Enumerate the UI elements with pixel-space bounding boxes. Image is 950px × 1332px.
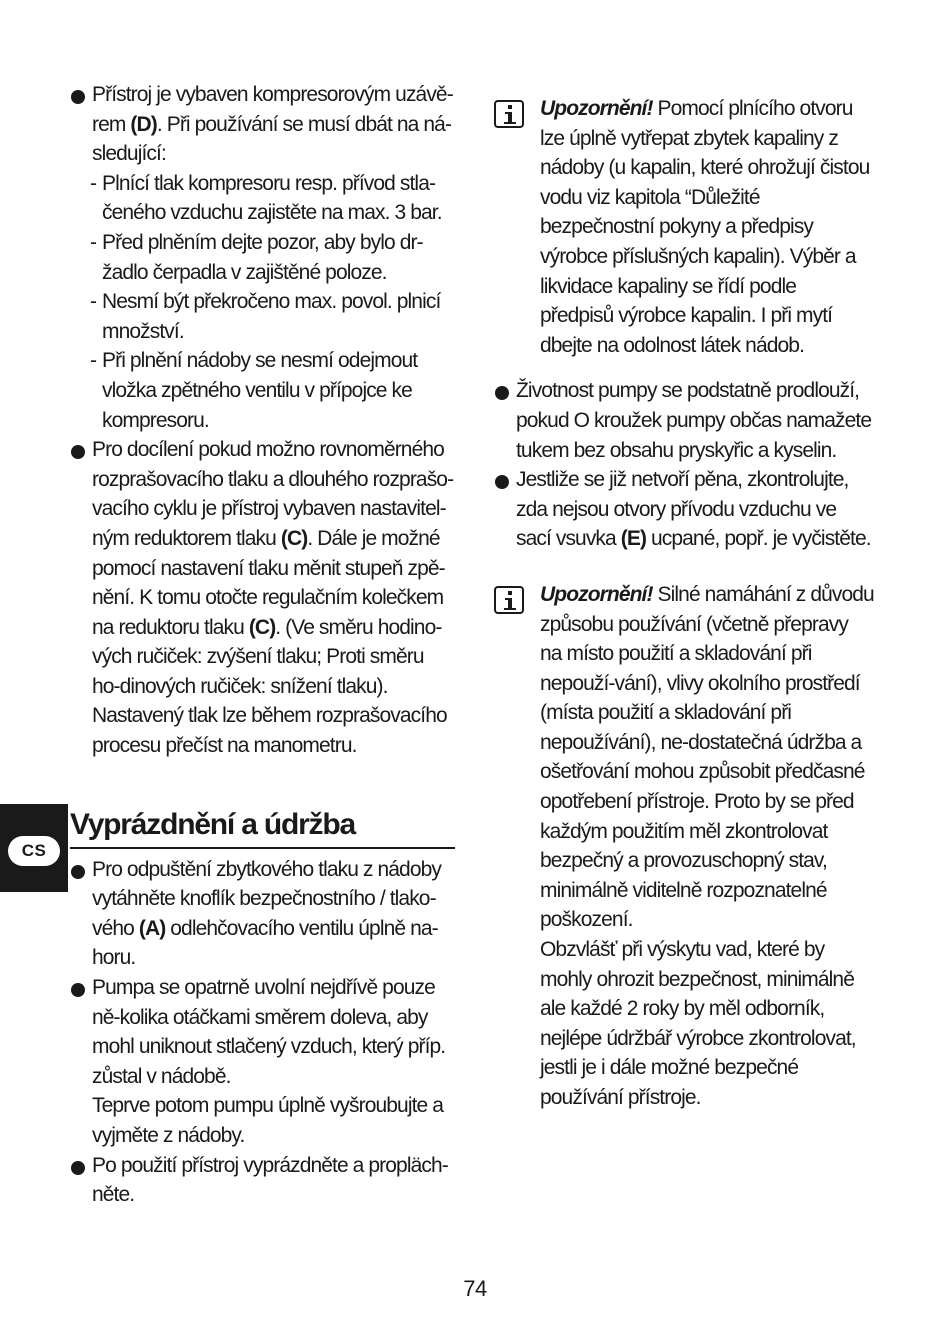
ref-e: (E): [620, 527, 647, 551]
ref-c: (C): [280, 526, 308, 550]
ref-d: (D): [130, 112, 157, 136]
dash-item: - Při plnění nádoby se nesmí odejmout vložka zpětného ventilu v přípojce ke kompresoru.: [90, 349, 418, 432]
bullet-empty-rinse: Po použití přístroj vyprázdněte a propläch-něte.: [70, 1151, 455, 1210]
dash-item: - Nesmí být překročeno max. povol. plnicí množství.: [90, 290, 441, 343]
note-residual-liquid: Upozornění! Pomocí plnícího otvoru lze úplně vytřepat zbytek kapaliny z nádoby (u kapalin, které ohrožují čistou vodu viz kapitola “Důležité bezpečnostní pokyny a předpisy výrobce příslušných kapalin). Výběr a likvidace kapaliny se řídí podle předpisů výrobce kapalin. I při mytí dbejte na odolnost látek nádob.: [494, 94, 874, 360]
bullet-release-pressure: Pro odpuštění zbytkového tlaku z nádoby vytáhněte knoflík bezpečnostního / tlako-vého (A) odlehčovacího ventilu úplně na-horu.: [70, 855, 455, 973]
bullet-dot-icon: [71, 445, 85, 459]
info-icon: [494, 586, 524, 614]
bullet-dot-icon: [495, 386, 509, 400]
dash-item: - Plnící tlak kompresoru resp. přívod stla-čeného vzduchu zajistěte na max. 3 bar.: [90, 171, 442, 225]
bullet-dot-icon: [71, 865, 85, 879]
bullet-dot-icon: [71, 90, 85, 104]
language-badge: CS: [8, 836, 60, 866]
bullet-loosen-pump: Pumpa se opatrně uvolní nejdřívě pouze ně-kolika otáčkami směrem doleva, aby mohl uniknout stlačený vzduch, který příp. zůstal v nádobě. Teprve potom pumpu úplně vyšroubujte a vyjměte z nádoby.: [70, 973, 455, 1151]
left-column: [70, 80, 455, 1210]
right-bullets: [494, 376, 874, 554]
info-icon: [494, 100, 524, 128]
language-tab: [0, 804, 68, 892]
bullet-dot-icon: [495, 475, 509, 489]
ref-c: (C): [248, 615, 276, 639]
note-label: Upozornění!: [540, 582, 653, 606]
dash-item: - Před plněním dejte pozor, aby bylo dr-žadlo čerpadla v zajištěné poloze.: [90, 230, 423, 284]
bullet-dot-icon: [71, 983, 85, 997]
ref-a: (A): [138, 916, 166, 940]
page-number: 74: [463, 1276, 487, 1301]
bullet-pressure-reducer: Pro docílení pokud možno rovnoměrného rozprašovacího tlaku a dlouhého rozprašo-vacího cyklu je přístroj vybaven nastavitel-ným reduktorem tlaku (C). Dále je možné pomocí nastavení tlaku měnit stupeň zpě-nění. K tomu otočte regulačním kolečkem na reduktoru tlaku (C). (Ve směru hodino-vých ručiček: zvýšení tlaku; Proti směru ho-dinových ručiček: snížení tlaku). Nastavený tlak lze během rozprašovacího procesu přečíst na manometru.: [70, 435, 455, 761]
bullet-pump-lifetime: Životnost pumpy se podstatně prodlouží, pokud O kroužek pumpy občas namažete tukem bez obsahu pryskyřic a kyselin.: [494, 376, 874, 465]
note-wear-inspection: Upozornění! Silné namáhání z důvodu způsobu používání (včetně přepravy na místo použití a skladování při nepouží-vání), vlivy okolního prostředí (místa použití a skladování při nepoužívání), ne-dostatečná údržba a ošetřování mohou způsobit předčasné opotřebení přístroje. Proto by se před každým použitím měl zkontrolovat bezpečný a provozuschopný stav, minimálně viditelně rozpoznatelné poškození. Obzvlášť při výskytu vad, které by mohly ohrozit bezpečnost, minimálně ale každé 2 roky by měl odborník, nejlépe údržbář výrobce zkontrolovat, jestli je i dále možné bezpečné používání přístroje.: [494, 580, 874, 1113]
right-column: [494, 80, 874, 1113]
section-heading: Vyprázdnění a údržba: [70, 807, 455, 849]
bullet-foam-check: Jestliže se již netvoří pěna, zkontrolujte, zda nejsou otvory přívodu vzduchu ve sací vsuvka (E) ucpané, popř. je vyčistěte.: [494, 465, 874, 554]
bullet-dot-icon: [71, 1161, 85, 1175]
note-label: Upozornění!: [540, 97, 653, 120]
bullet-compressor-closure: Přístroj je vybaven kompresorovým uzávě-rem (D). Při používání se musí dbát na ná-sledující:: [70, 80, 455, 169]
